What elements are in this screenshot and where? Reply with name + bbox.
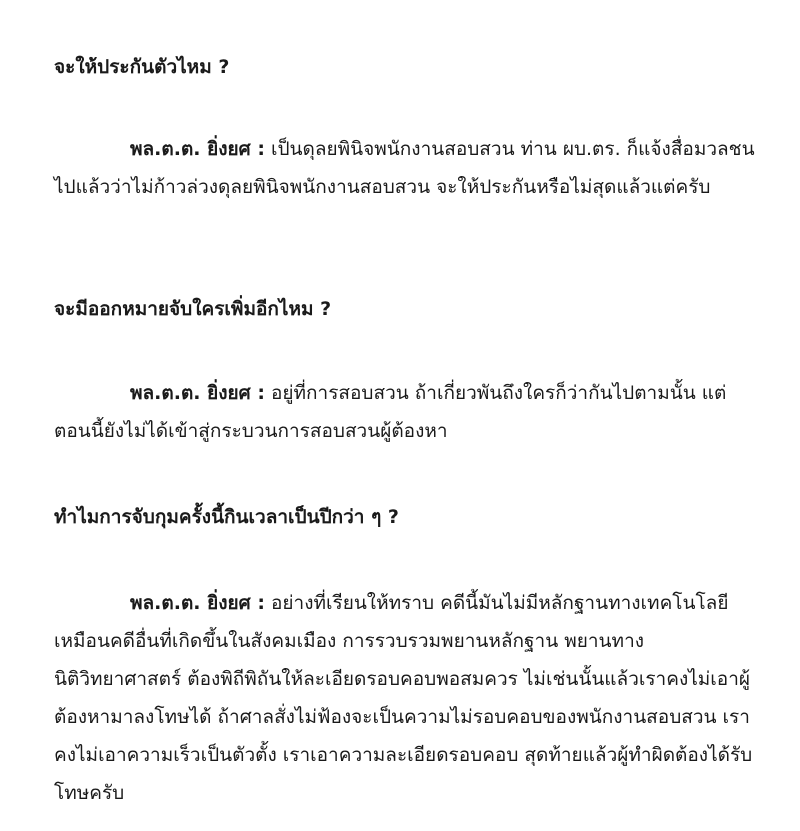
answer-1 [54,130,760,206]
answer-text: อย่างที่เรียนให้ทราบ คดีนี้มันไม่มีหลักฐานทางเทคโนโลยีเหมือนคดีอื่นที่เกิดขึ้นในสังคมเมือง การรวบรวมพยานหลักฐาน พยานทางนิติวิทยาศาสตร์ ต้องพิถีพิถันให้ละเอียดรอบคอบพอสมควร ไม่เช่นนั้นแล้วเราคงไม่เอาผู้ต้องหามาลงโทษได้ ถ้าศาลสั่งไม่ฟ้องจะเป็นความไม่รอบคอบของพนักงานสอบสวน เราคงไม่เอาความเร็วเป็นตัวตั้ง เราเอาความละเอียดรอบคอบ สุดท้ายแล้วผู้ทำผิดต้องได้รับโทษครับ [54,592,753,804]
speaker-name: พล.ต.ต. ยิ่งยศ : [130,592,265,614]
answer-text: เป็นดุลยพินิจพนักงานสอบสวน ท่าน ผบ.ตร. ก็แจ้งสื่อมวลชนไปแล้วว่าไม่ก้าวล่วงดุลยพินิจพนักงานสอบสวน จะให้ประกันหรือไม่สุดแล้วแต่ครับ [54,138,755,198]
speaker-name: พล.ต.ต. ยิ่งยศ : [130,138,265,160]
question-3: ทำไมการจับกุมครั้งนี้กินเวลาเป็นปีกว่า ๆ ? [54,506,399,528]
answer-2 [54,374,760,450]
answer-3 [54,584,760,812]
question-1: จะให้ประกันตัวไหม ? [54,56,230,78]
question-2: จะมีออกหมายจับใครเพิ่มอีกไหม ? [54,298,332,320]
answer-text: อยู่ที่การสอบสวน ถ้าเกี่ยวพันถึงใครก็ว่ากันไปตามนั้น แต่ตอนนี้ยังไม่ได้เข้าสู่กระบวนการสอบสวนผู้ต้องหา [54,382,727,442]
speaker-name: พล.ต.ต. ยิ่งยศ : [130,382,265,404]
